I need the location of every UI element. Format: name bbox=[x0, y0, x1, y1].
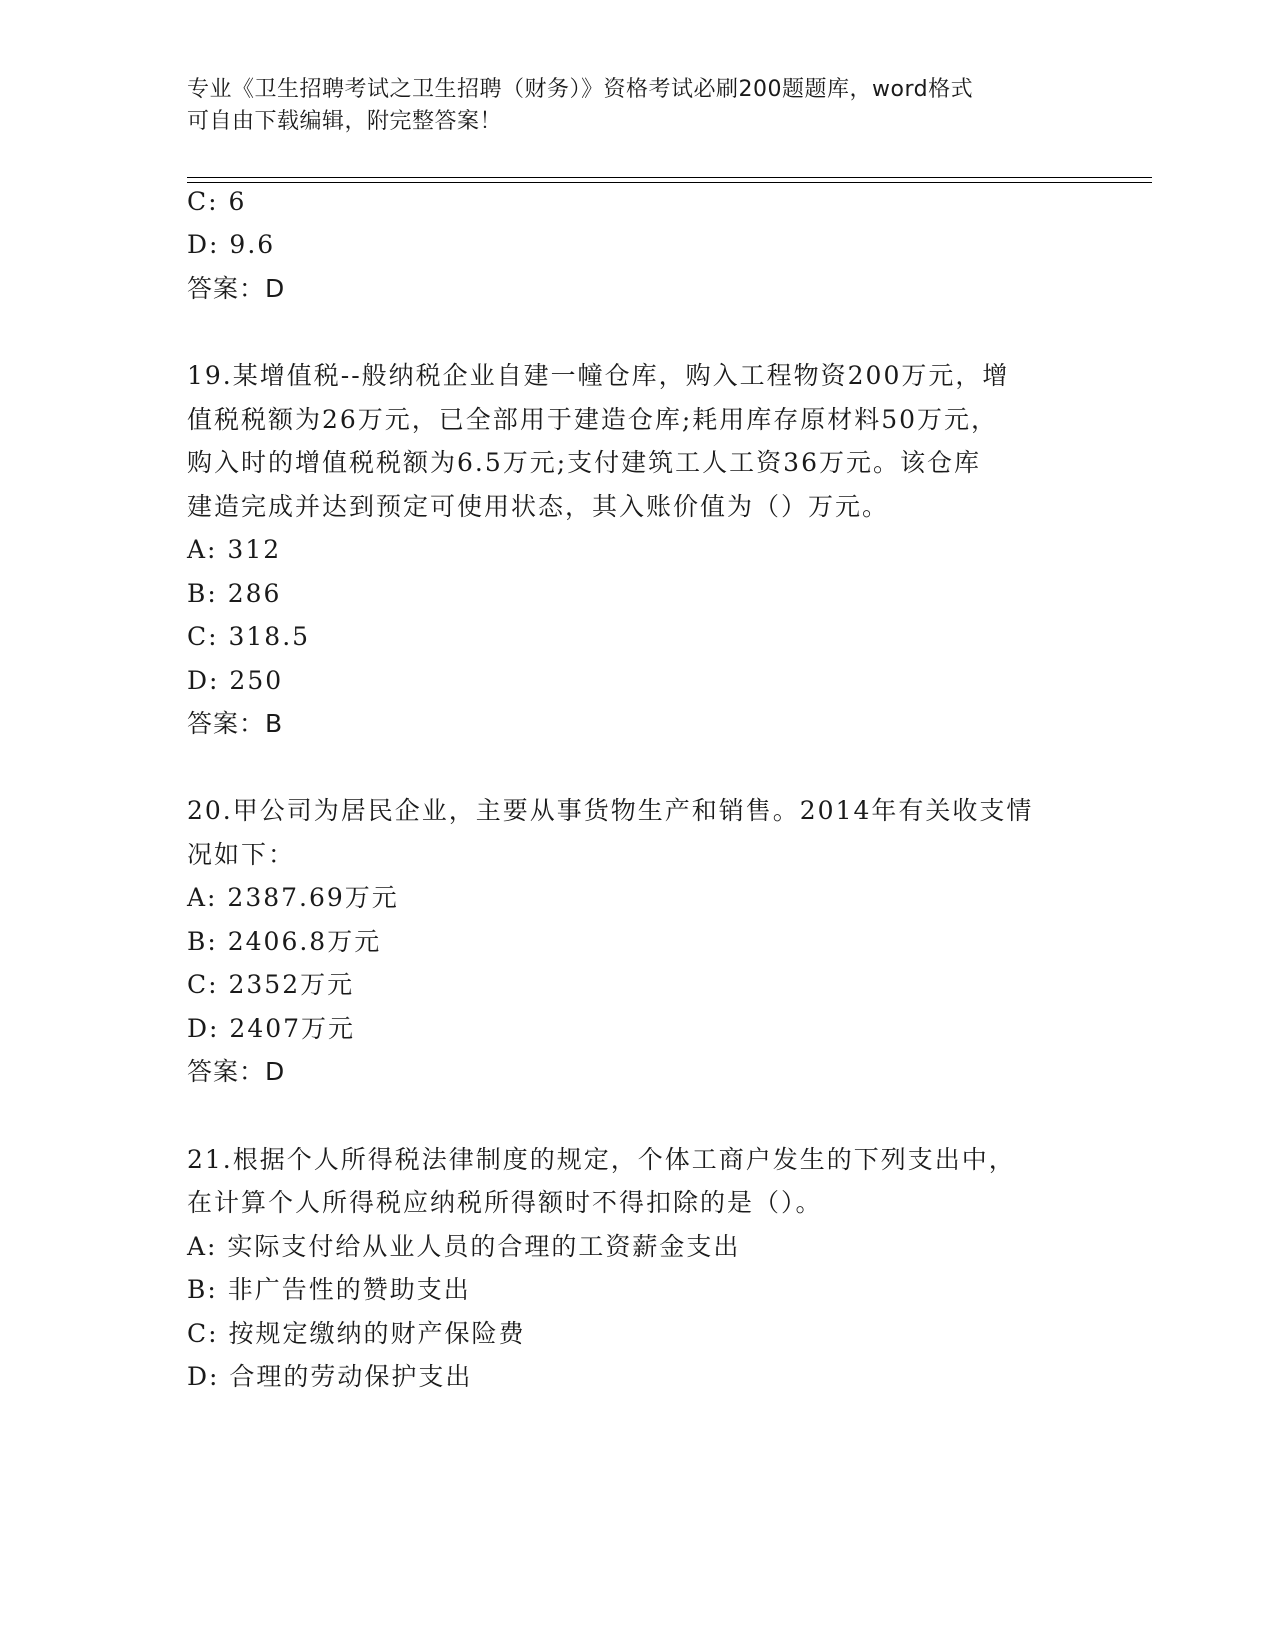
q18-option-c: C: 6 bbox=[187, 187, 247, 216]
q19-option-b: B: 286 bbox=[187, 579, 282, 608]
q21-option-b: B: 非广告性的赞助支出 bbox=[187, 1275, 471, 1304]
q19-answer: 答案：B bbox=[187, 709, 284, 738]
q20-option-b: B: 2406.8万元 bbox=[187, 927, 382, 956]
q21-stem-line: 在计算个人所得税应纳税所得额时不得扣除的是（）。 bbox=[187, 1188, 823, 1217]
q21-option-d: D: 合理的劳动保护支出 bbox=[187, 1362, 473, 1391]
q19-option-d: D: 250 bbox=[187, 666, 284, 695]
q19-stem-line: 购入时的增值税税额为6.5万元;支付建筑工人工资36万元。该仓库 bbox=[187, 448, 981, 477]
header-divider-bottom bbox=[187, 182, 1152, 183]
q19-stem-line: 建造完成并达到预定可使用状态，其入账价值为（）万元。 bbox=[187, 492, 890, 521]
q19-stem-line: 19.某增值税--般纳税企业自建一幢仓库，购入工程物资200万元，增 bbox=[187, 361, 1010, 390]
document-header bbox=[187, 74, 1087, 138]
q20-option-d: D: 2407万元 bbox=[187, 1014, 356, 1043]
header-divider-top bbox=[187, 177, 1152, 178]
header-title-line-2: 可自由下载编辑，附完整答案！ bbox=[187, 109, 503, 134]
q20-answer: 答案：D bbox=[187, 1057, 286, 1086]
q21-option-a: A: 实际支付给从业人员的合理的工资薪金支出 bbox=[187, 1232, 741, 1261]
q20-stem-line: 20.甲公司为居民企业，主要从事货物生产和销售。2014年有关收支情 bbox=[187, 796, 1034, 825]
q19-stem-line: 值税税额为26万元，已全部用于建造仓库;耗用库存原材料50万元， bbox=[187, 405, 999, 434]
header-title-line-1: 专业《卫生招聘考试之卫生招聘（财务）》资格考试必刷200题题库，word格式 bbox=[187, 77, 974, 102]
q21-stem-line: 21.根据个人所得税法律制度的规定，个体工商户发生的下列支出中， bbox=[187, 1145, 1016, 1174]
q18-answer: 答案：D bbox=[187, 274, 286, 303]
q21-option-c: C: 按规定缴纳的财产保险费 bbox=[187, 1319, 526, 1348]
q19-option-a: A: 312 bbox=[187, 535, 282, 564]
q20-option-a: A: 2387.69万元 bbox=[187, 883, 399, 912]
q18-option-d: D: 9.6 bbox=[187, 230, 276, 259]
q20-stem-line: 况如下： bbox=[187, 840, 296, 869]
q20-option-c: C: 2352万元 bbox=[187, 970, 355, 999]
q19-option-c: C: 318.5 bbox=[187, 622, 311, 651]
